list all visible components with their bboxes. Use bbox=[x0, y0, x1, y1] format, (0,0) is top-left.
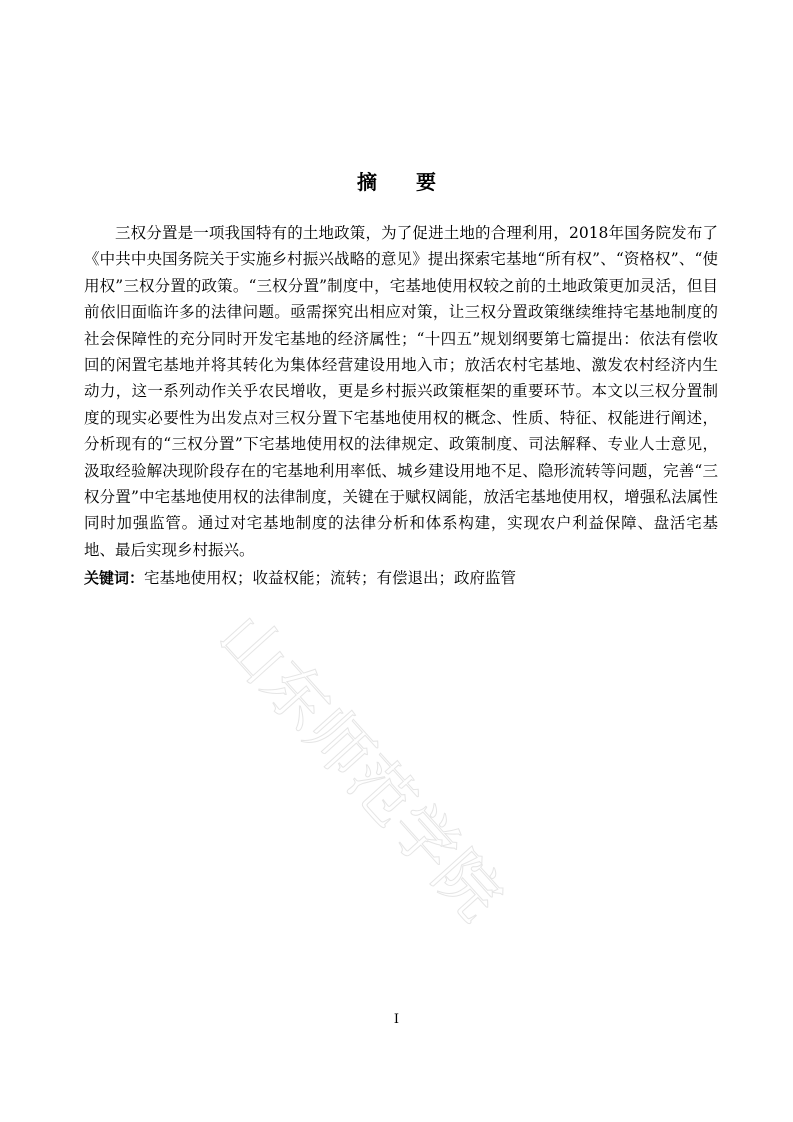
abstract-title: 摘 要 bbox=[357, 170, 452, 194]
keywords-text: 宅基地使用权；收益权能；流转；有偿退出；政府监管 bbox=[144, 569, 517, 587]
page-number: I bbox=[393, 1012, 400, 1027]
keywords-label: 关键词： bbox=[84, 569, 145, 587]
keywords-line bbox=[84, 565, 718, 591]
watermark-image: 山东师范学院 bbox=[203, 600, 516, 935]
abstract-body: 三权分置是一项我国特有的土地政策，为了促进土地的合理利用，2018年国务院发布了《中共中央国务院关于实施乡村振兴战略的意见》提出探索宅基地“所有权”、“资格权”、“使用权”三权分置的政策。“三权分置”制度中，宅基地使用权较之前的土地政策更加灵活，但目前依旧面临许多的法律问题。亟需探究出相应对策，让三权分置政策继续维持宅基地制度的社会保障性的充分同时开发宅基地的经济属性；“十四五”规划纲要第七篇提出：依法有偿收回的闲置宅基地并将其转化为集体经营建设用地入市；放活农村宅基地、激发农村经济内生动力，这一系列动作关乎农民增收，更是乡村振兴政策框架的重要环节。本文以三权分置制度的现实必要性为出发点对三权分置下宅基地使用权的概念、性质、特征、权能进行阐述，分析现有的“三权分置”下宅基地使用权的法律规定、政策制度、司法解释、专业人士意见，汲取经验解决现阶段存在的宅基地利用率低、城乡建设用地不足、隐形流转等问题，完善“三权分置”中宅基地使用权的法律制度，关键在于赋权阔能，放活宅基地使用权，增强私法属性同时加强监管。通过对宅基地制度的法律分析和体系构建，实现农户利益保障、盘活宅基地、最后实现乡村振兴。 bbox=[84, 224, 718, 559]
